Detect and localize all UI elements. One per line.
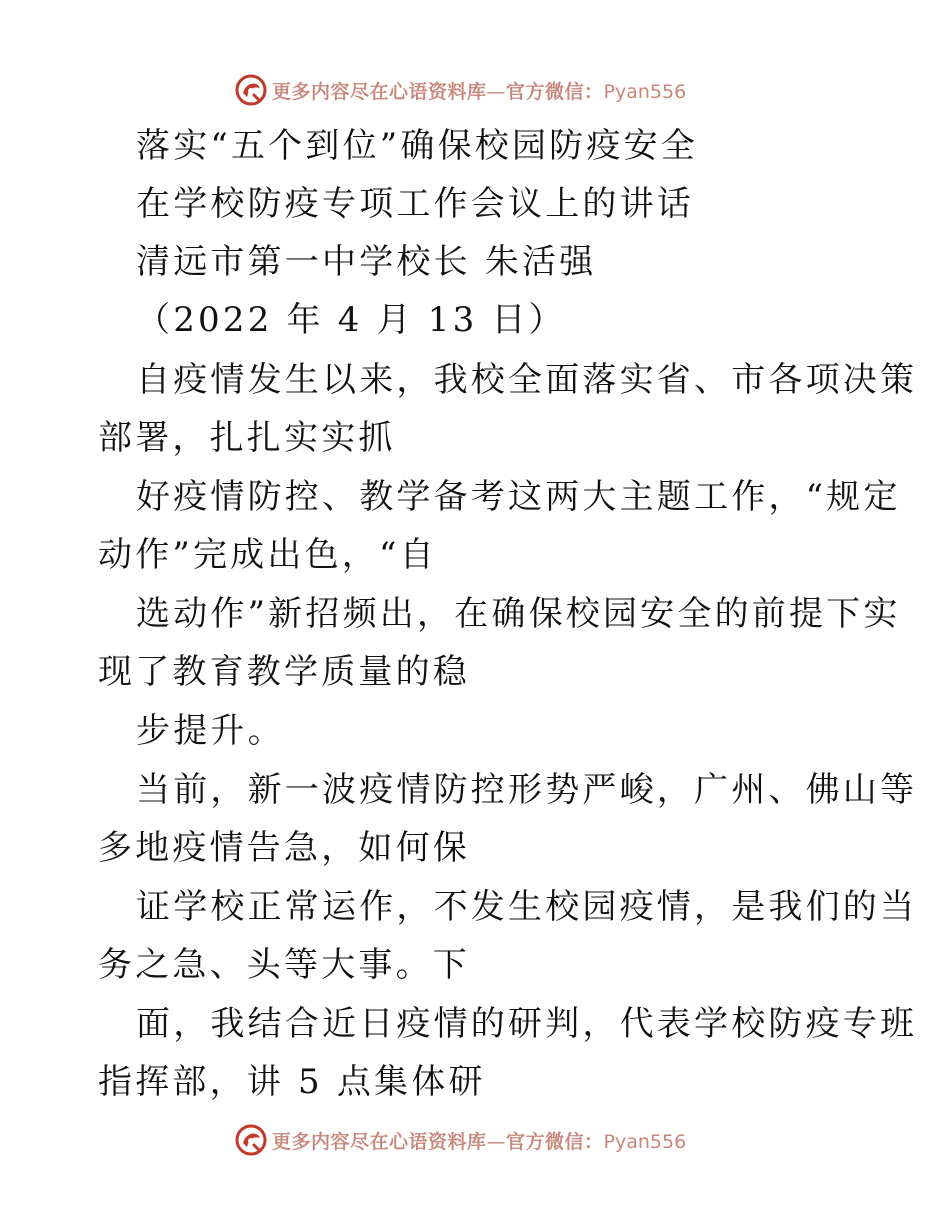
watermark-site: 更多内容尽在心语资料库 <box>272 80 487 103</box>
red-swirl-logo-icon <box>234 73 268 107</box>
author-line: 清远市第一中学校长 朱活强 <box>136 242 597 282</box>
paragraph-line: 指挥部，讲 5 点集体研 <box>98 1062 486 1102</box>
watermark-text <box>272 77 686 104</box>
watermark-wechat-label: 官方微信： <box>506 1130 604 1153</box>
paragraph-line: 证学校正常运作，不发生校园疫情，是我们的当 <box>136 887 918 927</box>
paragraph-line: 选动作”新招频出，在确保校园安全的前提下实 <box>136 594 901 634</box>
watermark-site: 更多内容尽在心语资料库 <box>272 1130 487 1153</box>
paragraph-line: 部署，扎扎实实抓 <box>98 418 396 458</box>
paragraph-line: 面，我结合近日疫情的研判，代表学校防疫专班 <box>136 1004 918 1044</box>
paragraph-line: 当前，新一波疫情防控形势严峻，广州、佛山等 <box>136 770 918 810</box>
document-subtitle: 在学校防疫专项工作会议上的讲话 <box>136 184 694 224</box>
date-line: （2022 年 4 月 13 日） <box>136 300 566 340</box>
watermark-wechat-id: Pyan556 <box>603 80 687 103</box>
paragraph-line: 好疫情防控、教学备考这两大主题工作，“规定 <box>136 477 901 517</box>
watermark-banner-top <box>234 73 686 107</box>
paragraph-line: 务之急、头等大事。下 <box>98 945 470 985</box>
paragraph-line: 动作”完成出色，“自 <box>98 535 437 575</box>
paragraph-line: 自疫情发生以来，我校全面落实省、市各项决策 <box>136 360 918 400</box>
watermark-banner-bottom <box>234 1123 686 1157</box>
paragraph-line: 步提升。 <box>136 711 285 751</box>
watermark-dash: — <box>486 80 507 103</box>
document-title: 落实“五个到位”确保校园防疫安全 <box>136 126 698 166</box>
watermark-text <box>272 1127 686 1154</box>
watermark-wechat-id: Pyan556 <box>603 1130 687 1153</box>
watermark-dash: — <box>486 1130 507 1153</box>
red-swirl-logo-icon <box>234 1123 268 1157</box>
watermark-wechat-label: 官方微信： <box>506 80 604 103</box>
paragraph-line: 现了教育教学质量的稳 <box>98 652 470 692</box>
paragraph-line: 多地疫情告急，如何保 <box>98 828 470 868</box>
